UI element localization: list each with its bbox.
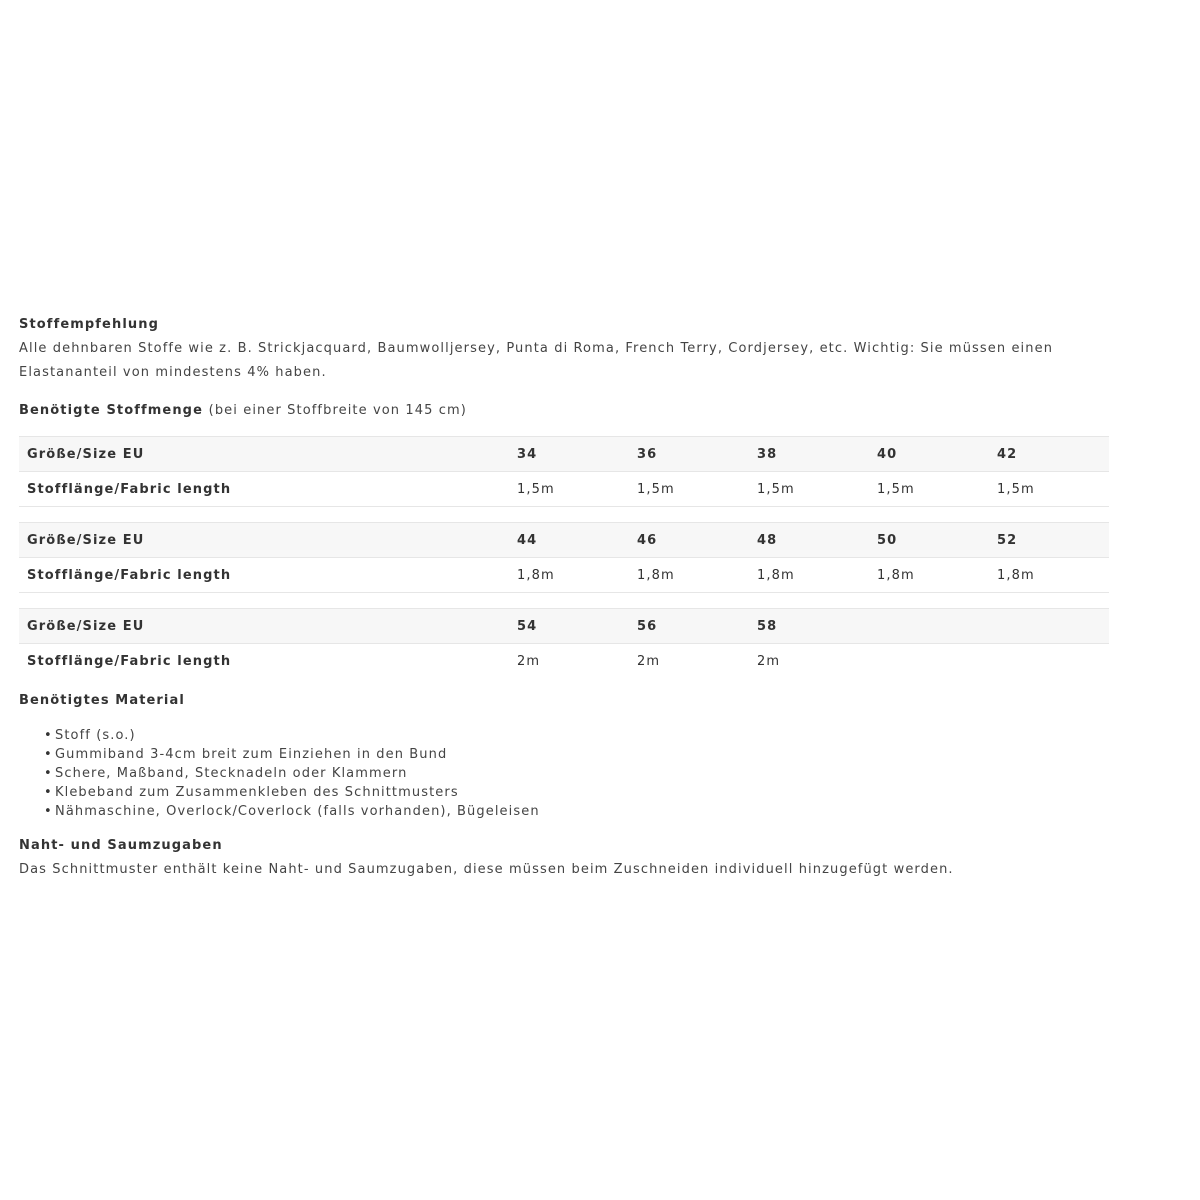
size-value <box>989 609 1109 644</box>
length-value: 1,8m <box>629 558 749 593</box>
fabric-recommendation-text: Alle dehnbaren Stoffe wie z. B. Strickjacquard, Baumwolljersey, Punta di Roma, French Terry, Cordjersey, etc. Wichtig: Sie müssen einen Elastananteil von mindestens 4% haben. <box>19 341 1054 380</box>
length-label: Stofflänge/Fabric length <box>27 653 232 669</box>
table-row-length <box>19 558 1109 593</box>
size-label: Größe/Size EU <box>19 437 509 472</box>
length-label: Stofflänge/Fabric length <box>19 558 509 593</box>
length-value: 1,5m <box>629 472 749 507</box>
size-table <box>19 436 1109 507</box>
seam-allowance-section <box>19 837 1109 882</box>
size-value: 58 <box>749 609 869 644</box>
fabric-recommendation-heading: Stoffempfehlung <box>19 317 159 332</box>
length-value <box>989 644 1109 679</box>
list-item: • Schere, Maßband, Stecknadeln oder Klammern <box>55 764 1109 783</box>
size-value: 46 <box>629 523 749 558</box>
list-item: • Klebeband zum Zusammenkleben des Schnittmusters <box>55 783 1109 802</box>
length-value: 1,5m <box>509 472 629 507</box>
size-value: 48 <box>749 523 869 558</box>
table-row-size <box>19 609 1109 644</box>
size-value: 44 <box>509 523 629 558</box>
size-value: 40 <box>869 437 989 472</box>
length-value: 1,8m <box>989 558 1109 593</box>
seam-allowance-text: Das Schnittmuster enthält keine Naht- und Saumzugaben, diese müssen beim Zuschneiden individuell hinzugefügt werden. <box>19 862 954 877</box>
length-value: 2m <box>517 653 541 669</box>
material-heading: Benötigtes Material <box>19 693 185 708</box>
seam-allowance-heading: Naht- und Saumzugaben <box>19 838 223 853</box>
table-row-size <box>19 523 1109 558</box>
length-value: 1,5m <box>869 472 989 507</box>
size-label: Größe/Size EU <box>19 523 509 558</box>
length-value: 1,5m <box>989 472 1109 507</box>
length-value: 1,8m <box>749 558 869 593</box>
size-value: 34 <box>509 437 629 472</box>
material-section <box>19 692 1109 821</box>
size-value <box>869 609 989 644</box>
list-item: • Stoff (s.o.) <box>55 726 1109 745</box>
fabric-amount-title: Benötigte Stoffmenge <box>19 403 204 418</box>
fabric-amount-heading <box>19 402 1109 420</box>
length-value: 2m <box>757 653 781 669</box>
size-label: Größe/Size EU <box>19 609 509 644</box>
product-description <box>19 316 1109 882</box>
size-value: 42 <box>989 437 1109 472</box>
length-value: 1,8m <box>509 558 629 593</box>
material-list <box>19 726 1109 821</box>
length-value: 1,8m <box>869 558 989 593</box>
table-row-size <box>19 437 1109 472</box>
size-value: 54 <box>509 609 629 644</box>
size-value: 52 <box>989 523 1109 558</box>
size-table <box>19 522 1109 593</box>
size-table <box>19 608 1109 678</box>
length-value <box>869 644 989 679</box>
list-item: • Nähmaschine, Overlock/Coverlock (falls vorhanden), Bügeleisen <box>55 802 1109 821</box>
length-value: 2m <box>637 653 661 669</box>
table-row-length <box>19 472 1109 507</box>
fabric-recommendation-section <box>19 316 1109 385</box>
table-row-length <box>19 644 1109 679</box>
length-label: Stofflänge/Fabric length <box>19 472 509 507</box>
size-value: 50 <box>869 523 989 558</box>
list-item: • Gummiband 3-4cm breit zum Einziehen in den Bund <box>55 745 1109 764</box>
length-value: 1,5m <box>749 472 869 507</box>
size-value: 36 <box>629 437 749 472</box>
size-value: 38 <box>749 437 869 472</box>
size-value: 56 <box>629 609 749 644</box>
fabric-width-note: (bei einer Stoffbreite von 145 cm) <box>208 403 467 418</box>
size-tables <box>19 436 1109 678</box>
fabric-amount-section <box>19 402 1109 678</box>
